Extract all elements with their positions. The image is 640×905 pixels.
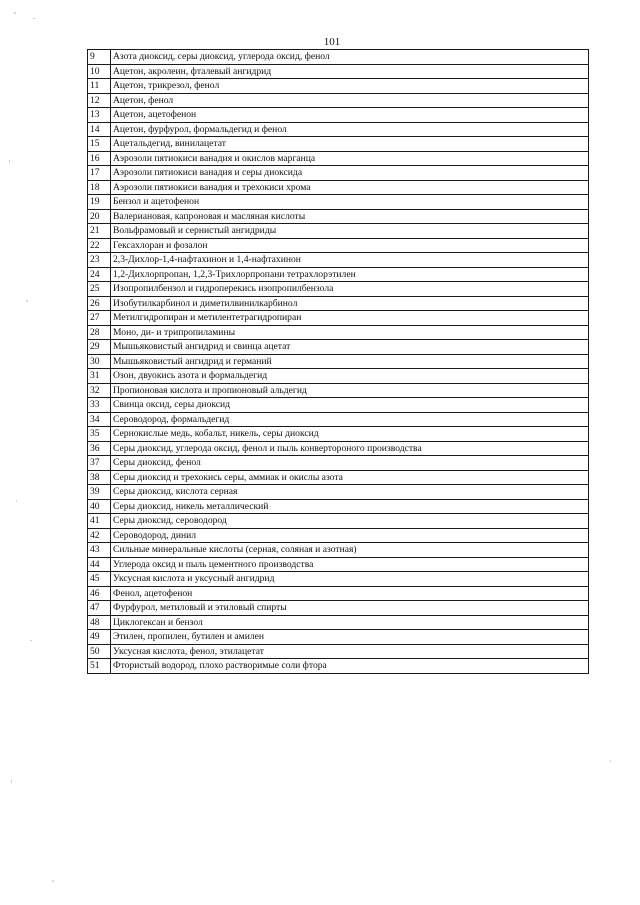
row-number: 43 <box>88 543 111 558</box>
table-row <box>88 441 589 456</box>
substance-combination: Фурфурол, метиловый и этиловый спирты <box>111 601 589 616</box>
substance-combination: 2,3-Дихлор-1,4-нафтахинон и 1,4-нафтахинон <box>111 253 589 268</box>
table-row <box>88 499 589 514</box>
row-number: 24 <box>88 267 111 282</box>
table-row <box>88 122 589 137</box>
scan-speck <box>26 300 28 302</box>
substance-combination: Серы диоксид, сероводород <box>111 514 589 529</box>
scan-speck <box>9 160 10 163</box>
substance-combination: Фенол, ацетофенон <box>111 586 589 601</box>
row-number: 30 <box>88 354 111 369</box>
table-row <box>88 601 589 616</box>
row-number: 40 <box>88 499 111 514</box>
substance-combination: Этилен, пропилен, бутилен и амилен <box>111 630 589 645</box>
table-row <box>88 398 589 413</box>
substance-combination: Гексахлоран и фозалон <box>111 238 589 253</box>
table-row <box>88 557 589 572</box>
table-row <box>88 470 589 485</box>
substance-combination: Аэрозоли пятиокиси ванадия и окислов марганца <box>111 151 589 166</box>
substance-combination: Ацетальдегид, винилацетат <box>111 137 589 152</box>
table-row <box>88 514 589 529</box>
scan-speck <box>33 18 35 19</box>
row-number: 49 <box>88 630 111 645</box>
row-number: 19 <box>88 195 111 210</box>
row-number: 50 <box>88 644 111 659</box>
substances-table-body <box>88 50 589 674</box>
table-row <box>88 195 589 210</box>
row-number: 36 <box>88 441 111 456</box>
table-row <box>88 238 589 253</box>
row-number: 46 <box>88 586 111 601</box>
table-row <box>88 253 589 268</box>
row-number: 39 <box>88 485 111 500</box>
substance-combination: Уксусная кислота, фенол, этилацетат <box>111 644 589 659</box>
row-number: 32 <box>88 383 111 398</box>
substance-combination: Валериановая, капроновая и масляная кислоты <box>111 209 589 224</box>
table-row <box>88 456 589 471</box>
row-number: 15 <box>88 137 111 152</box>
substance-combination: Фтористый водород, плохо растворимые соли фтора <box>111 659 589 674</box>
substance-combination: Серы диоксид и трехокись серы, аммиак и окислы азота <box>111 470 589 485</box>
table-row <box>88 267 589 282</box>
substance-combination: Сероводород, динил <box>111 528 589 543</box>
row-number: 20 <box>88 209 111 224</box>
table-row <box>88 311 589 326</box>
table-row <box>88 282 589 297</box>
substance-combination: Аэрозоли пятиокиси ванадия и серы диоксида <box>111 166 589 181</box>
table-row <box>88 659 589 674</box>
table-row <box>88 412 589 427</box>
substance-combination: Ацетон, акролеин, фталевый ангидрид <box>111 64 589 79</box>
table-row <box>88 151 589 166</box>
table-row <box>88 50 589 65</box>
row-number: 28 <box>88 325 111 340</box>
substance-combination: Мышьяковистый ангидрид и германий <box>111 354 589 369</box>
table-row <box>88 586 589 601</box>
substance-combination: Уксусная кислота и уксусный ангидрид <box>111 572 589 587</box>
substances-table <box>87 49 589 674</box>
substance-combination: Серы диоксид, углерода оксид, фенол и пыль конвертороного производства <box>111 441 589 456</box>
substance-combination: Метилгидропиран и метилентетрагидропиран <box>111 311 589 326</box>
row-number: 9 <box>88 50 111 65</box>
row-number: 37 <box>88 456 111 471</box>
substance-combination: Пропионовая кислота и пропионовый альдегид <box>111 383 589 398</box>
row-number: 42 <box>88 528 111 543</box>
row-number: 45 <box>88 572 111 587</box>
table-row <box>88 485 589 500</box>
table-row <box>88 630 589 645</box>
substance-combination: Ацетон, фурфурол, формальдегид и фенол <box>111 122 589 137</box>
substance-combination: Ацетон, трикрезол, фенол <box>111 79 589 94</box>
row-number: 21 <box>88 224 111 239</box>
substance-combination: Аэрозоли пятиокиси ванадия и трехокиси хрома <box>111 180 589 195</box>
substance-combination: Озон, двуокись азота и формальдегид <box>111 369 589 384</box>
row-number: 51 <box>88 659 111 674</box>
table-row <box>88 340 589 355</box>
row-number: 44 <box>88 557 111 572</box>
substance-combination: Моно, ди- и трипропиламины <box>111 325 589 340</box>
row-number: 38 <box>88 470 111 485</box>
substance-combination: Серы диоксид, никель металлический <box>111 499 589 514</box>
substance-combination: Серы диоксид, фенол <box>111 456 589 471</box>
table-row <box>88 166 589 181</box>
table-row <box>88 108 589 123</box>
table-row <box>88 615 589 630</box>
scan-speck <box>11 780 12 783</box>
scan-speck <box>52 880 54 882</box>
table-row <box>88 528 589 543</box>
substance-combination: Изопропилбензол и гидроперекись изопропилбензола <box>111 282 589 297</box>
table-row <box>88 644 589 659</box>
table-row <box>88 79 589 94</box>
table-row <box>88 383 589 398</box>
row-number: 16 <box>88 151 111 166</box>
row-number: 10 <box>88 64 111 79</box>
table-row <box>88 224 589 239</box>
substance-combination: Сернокислые медь, кобальт, никель, серы диоксид <box>111 427 589 442</box>
substance-combination: Азота диоксид, серы диоксид, углерода оксид, фенол <box>111 50 589 65</box>
table-row <box>88 543 589 558</box>
row-number: 23 <box>88 253 111 268</box>
table-row <box>88 427 589 442</box>
row-number: 47 <box>88 601 111 616</box>
row-number: 35 <box>88 427 111 442</box>
table-row <box>88 93 589 108</box>
row-number: 33 <box>88 398 111 413</box>
row-number: 27 <box>88 311 111 326</box>
table-row <box>88 354 589 369</box>
table-row <box>88 137 589 152</box>
substance-combination: Серы диоксид, кислота серная <box>111 485 589 500</box>
scan-speck <box>610 760 611 762</box>
table-row <box>88 209 589 224</box>
page-number: 101 <box>323 36 341 48</box>
table-row <box>88 180 589 195</box>
row-number: 22 <box>88 238 111 253</box>
table-row <box>88 572 589 587</box>
table-row <box>88 369 589 384</box>
scan-speck <box>14 12 16 14</box>
substance-combination: Бензол и ацетофенон <box>111 195 589 210</box>
substance-combination: Сероводород, формальдегид <box>111 412 589 427</box>
substance-combination: Изобутилкарбинол и диметилвинилкарбинол <box>111 296 589 311</box>
row-number: 26 <box>88 296 111 311</box>
row-number: 14 <box>88 122 111 137</box>
scan-speck <box>30 640 32 641</box>
table-row <box>88 64 589 79</box>
row-number: 41 <box>88 514 111 529</box>
substance-combination: Ацетон, фенол <box>111 93 589 108</box>
substance-combination: Свинца оксид, серы диоксид <box>111 398 589 413</box>
table-row <box>88 296 589 311</box>
substance-combination: Вольфрамовый и сернистый ангидриды <box>111 224 589 239</box>
row-number: 13 <box>88 108 111 123</box>
row-number: 12 <box>88 93 111 108</box>
row-number: 17 <box>88 166 111 181</box>
row-number: 31 <box>88 369 111 384</box>
row-number: 29 <box>88 340 111 355</box>
substance-combination: Ацетон, ацетофенон <box>111 108 589 123</box>
row-number: 18 <box>88 180 111 195</box>
substance-combination: Сильные минеральные кислоты (серная, соляная и азотная) <box>111 543 589 558</box>
substance-combination: Углерода оксид и пыль цементного производства <box>111 557 589 572</box>
row-number: 25 <box>88 282 111 297</box>
substance-combination: 1,2-Дихлорпропан, 1,2,3-Трихлорпропани тетрахлорэтилен <box>111 267 589 282</box>
substance-combination: Мышьяковистый ангидрид и свинца ацетат <box>111 340 589 355</box>
table-row <box>88 325 589 340</box>
row-number: 11 <box>88 79 111 94</box>
substance-combination: Циклогексан и бензол <box>111 615 589 630</box>
row-number: 48 <box>88 615 111 630</box>
row-number: 34 <box>88 412 111 427</box>
scan-speck <box>16 500 17 502</box>
